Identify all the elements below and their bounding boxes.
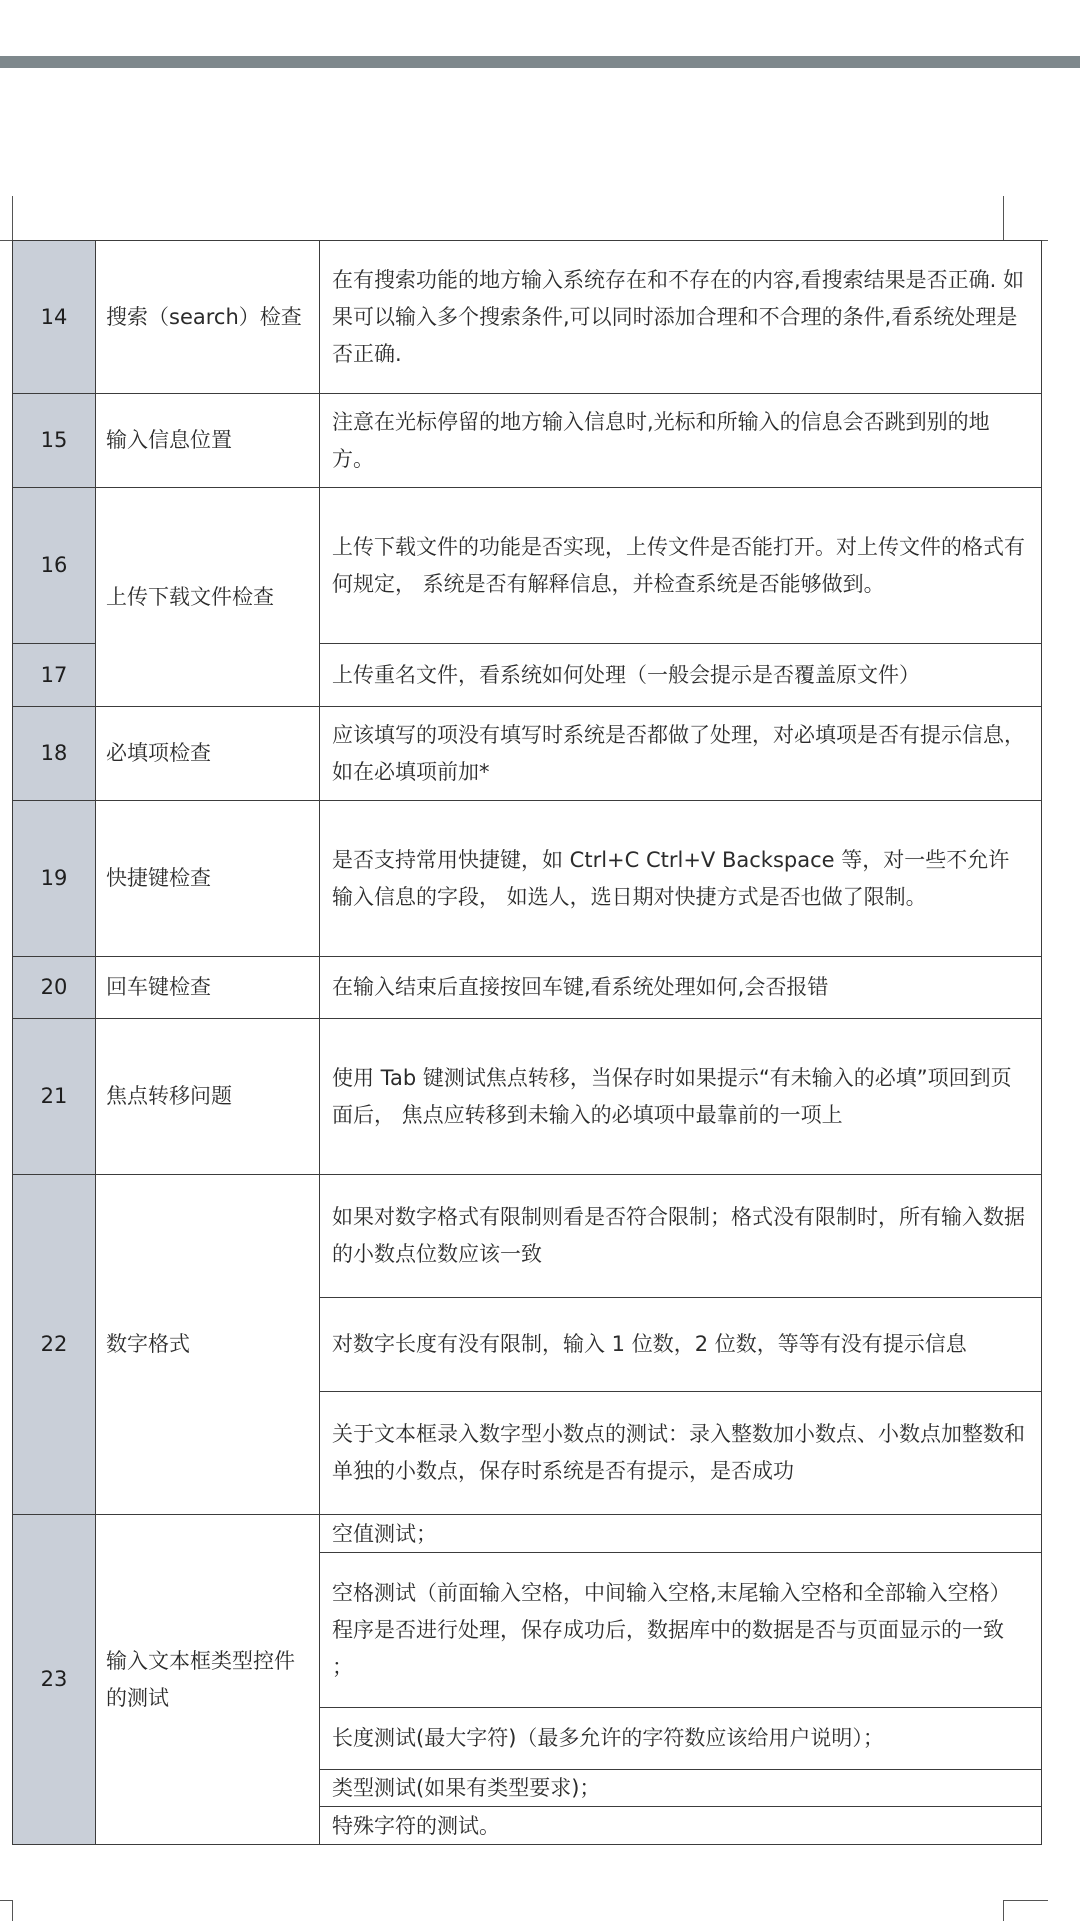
table-row bbox=[13, 1019, 1042, 1175]
check-item-description: 应该填写的项没有填写时系统是否都做了处理，对必填项是否有提示信息，如在必填项前加* bbox=[320, 707, 1042, 801]
check-item-name: 上传下载文件检查 bbox=[96, 488, 320, 707]
check-item-description: 对数字长度有没有限制，输入 1 位数，2 位数，等等有没有提示信息 bbox=[320, 1298, 1042, 1392]
check-item-name: 回车键检查 bbox=[96, 957, 320, 1019]
check-item-name: 必填项检查 bbox=[96, 707, 320, 801]
check-item-description: 注意在光标停留的地方输入信息时,光标和所输入的信息会否跳到别的地方。 bbox=[320, 394, 1042, 488]
check-item-name: 数字格式 bbox=[96, 1175, 320, 1515]
row-number: 15 bbox=[13, 394, 96, 488]
row-number: 16 bbox=[13, 488, 96, 644]
row-number: 23 bbox=[13, 1515, 96, 1845]
check-item-description: 上传下载文件的功能是否实现，上传文件是否能打开。对上传文件的格式有何规定， 系统是否有解释信息，并检查系统是否能够做到。 bbox=[320, 488, 1042, 644]
check-item-description: 长度测试(最大字符)（最多允许的字符数应该给用户说明）； bbox=[320, 1708, 1042, 1770]
check-item-description: 在有搜索功能的地方输入系统存在和不存在的内容,看搜索结果是否正确. 如果可以输入多个搜索条件,可以同时添加合理和不合理的条件,看系统处理是否正确. bbox=[320, 241, 1042, 394]
row-number: 19 bbox=[13, 801, 96, 957]
row-number: 14 bbox=[13, 241, 96, 394]
check-item-description: 上传重名文件，看系统如何处理（一般会提示是否覆盖原文件） bbox=[320, 644, 1042, 707]
table-row bbox=[13, 957, 1042, 1019]
crop-mark-top-left bbox=[0, 196, 13, 241]
check-item-description: 类型测试(如果有类型要求)； bbox=[320, 1770, 1042, 1807]
check-item-description: 使用 Tab 键测试焦点转移，当保存时如果提示“有未输入的必填”项回到页面后， 焦点应转移到未输入的必填项中最靠前的一项上 bbox=[320, 1019, 1042, 1175]
test-checklist-table bbox=[12, 240, 1042, 1845]
table-row bbox=[13, 1175, 1042, 1298]
table-row bbox=[13, 707, 1042, 801]
top-bar bbox=[0, 0, 1080, 58]
check-item-name: 输入信息位置 bbox=[96, 394, 320, 488]
check-item-description: 特殊字符的测试。 bbox=[320, 1807, 1042, 1845]
table-row bbox=[13, 1515, 1042, 1553]
table-row bbox=[13, 488, 1042, 644]
row-number: 21 bbox=[13, 1019, 96, 1175]
check-item-name: 快捷键检查 bbox=[96, 801, 320, 957]
row-number: 22 bbox=[13, 1175, 96, 1515]
crop-mark-top-right bbox=[1003, 196, 1048, 241]
crop-mark-bottom-right bbox=[1003, 1900, 1048, 1921]
table-row bbox=[13, 241, 1042, 394]
check-item-description: 在输入结束后直接按回车键,看系统处理如何,会否报错 bbox=[320, 957, 1042, 1019]
table-row bbox=[13, 394, 1042, 488]
row-number: 20 bbox=[13, 957, 96, 1019]
check-item-name: 搜索（search）检查 bbox=[96, 241, 320, 394]
table-row bbox=[13, 801, 1042, 957]
crop-mark-bottom-left bbox=[0, 1900, 13, 1921]
check-item-description: 空格测试（前面输入空格，中间输入空格,末尾输入空格和全部输入空格）程序是否进行处理，保存成功后，数据库中的数据是否与页面显示的一致 ； bbox=[320, 1553, 1042, 1708]
check-item-description: 是否支持常用快捷键，如 Ctrl+C Ctrl+V Backspace 等，对一些不允许输入信息的字段， 如选人，选日期对快捷方式是否也做了限制。 bbox=[320, 801, 1042, 957]
check-item-description: 空值测试； bbox=[320, 1515, 1042, 1553]
row-number: 18 bbox=[13, 707, 96, 801]
check-item-description: 如果对数字格式有限制则看是否符合限制；格式没有限制时，所有输入数据的小数点位数应该一致 bbox=[320, 1175, 1042, 1298]
check-item-description: 关于文本框录入数字型小数点的测试：录入整数加小数点、小数点加整数和单独的小数点，保存时系统是否有提示，是否成功 bbox=[320, 1392, 1042, 1515]
check-item-name: 输入文本框类型控件的测试 bbox=[96, 1515, 320, 1845]
row-number: 17 bbox=[13, 644, 96, 707]
check-item-name: 焦点转移问题 bbox=[96, 1019, 320, 1175]
